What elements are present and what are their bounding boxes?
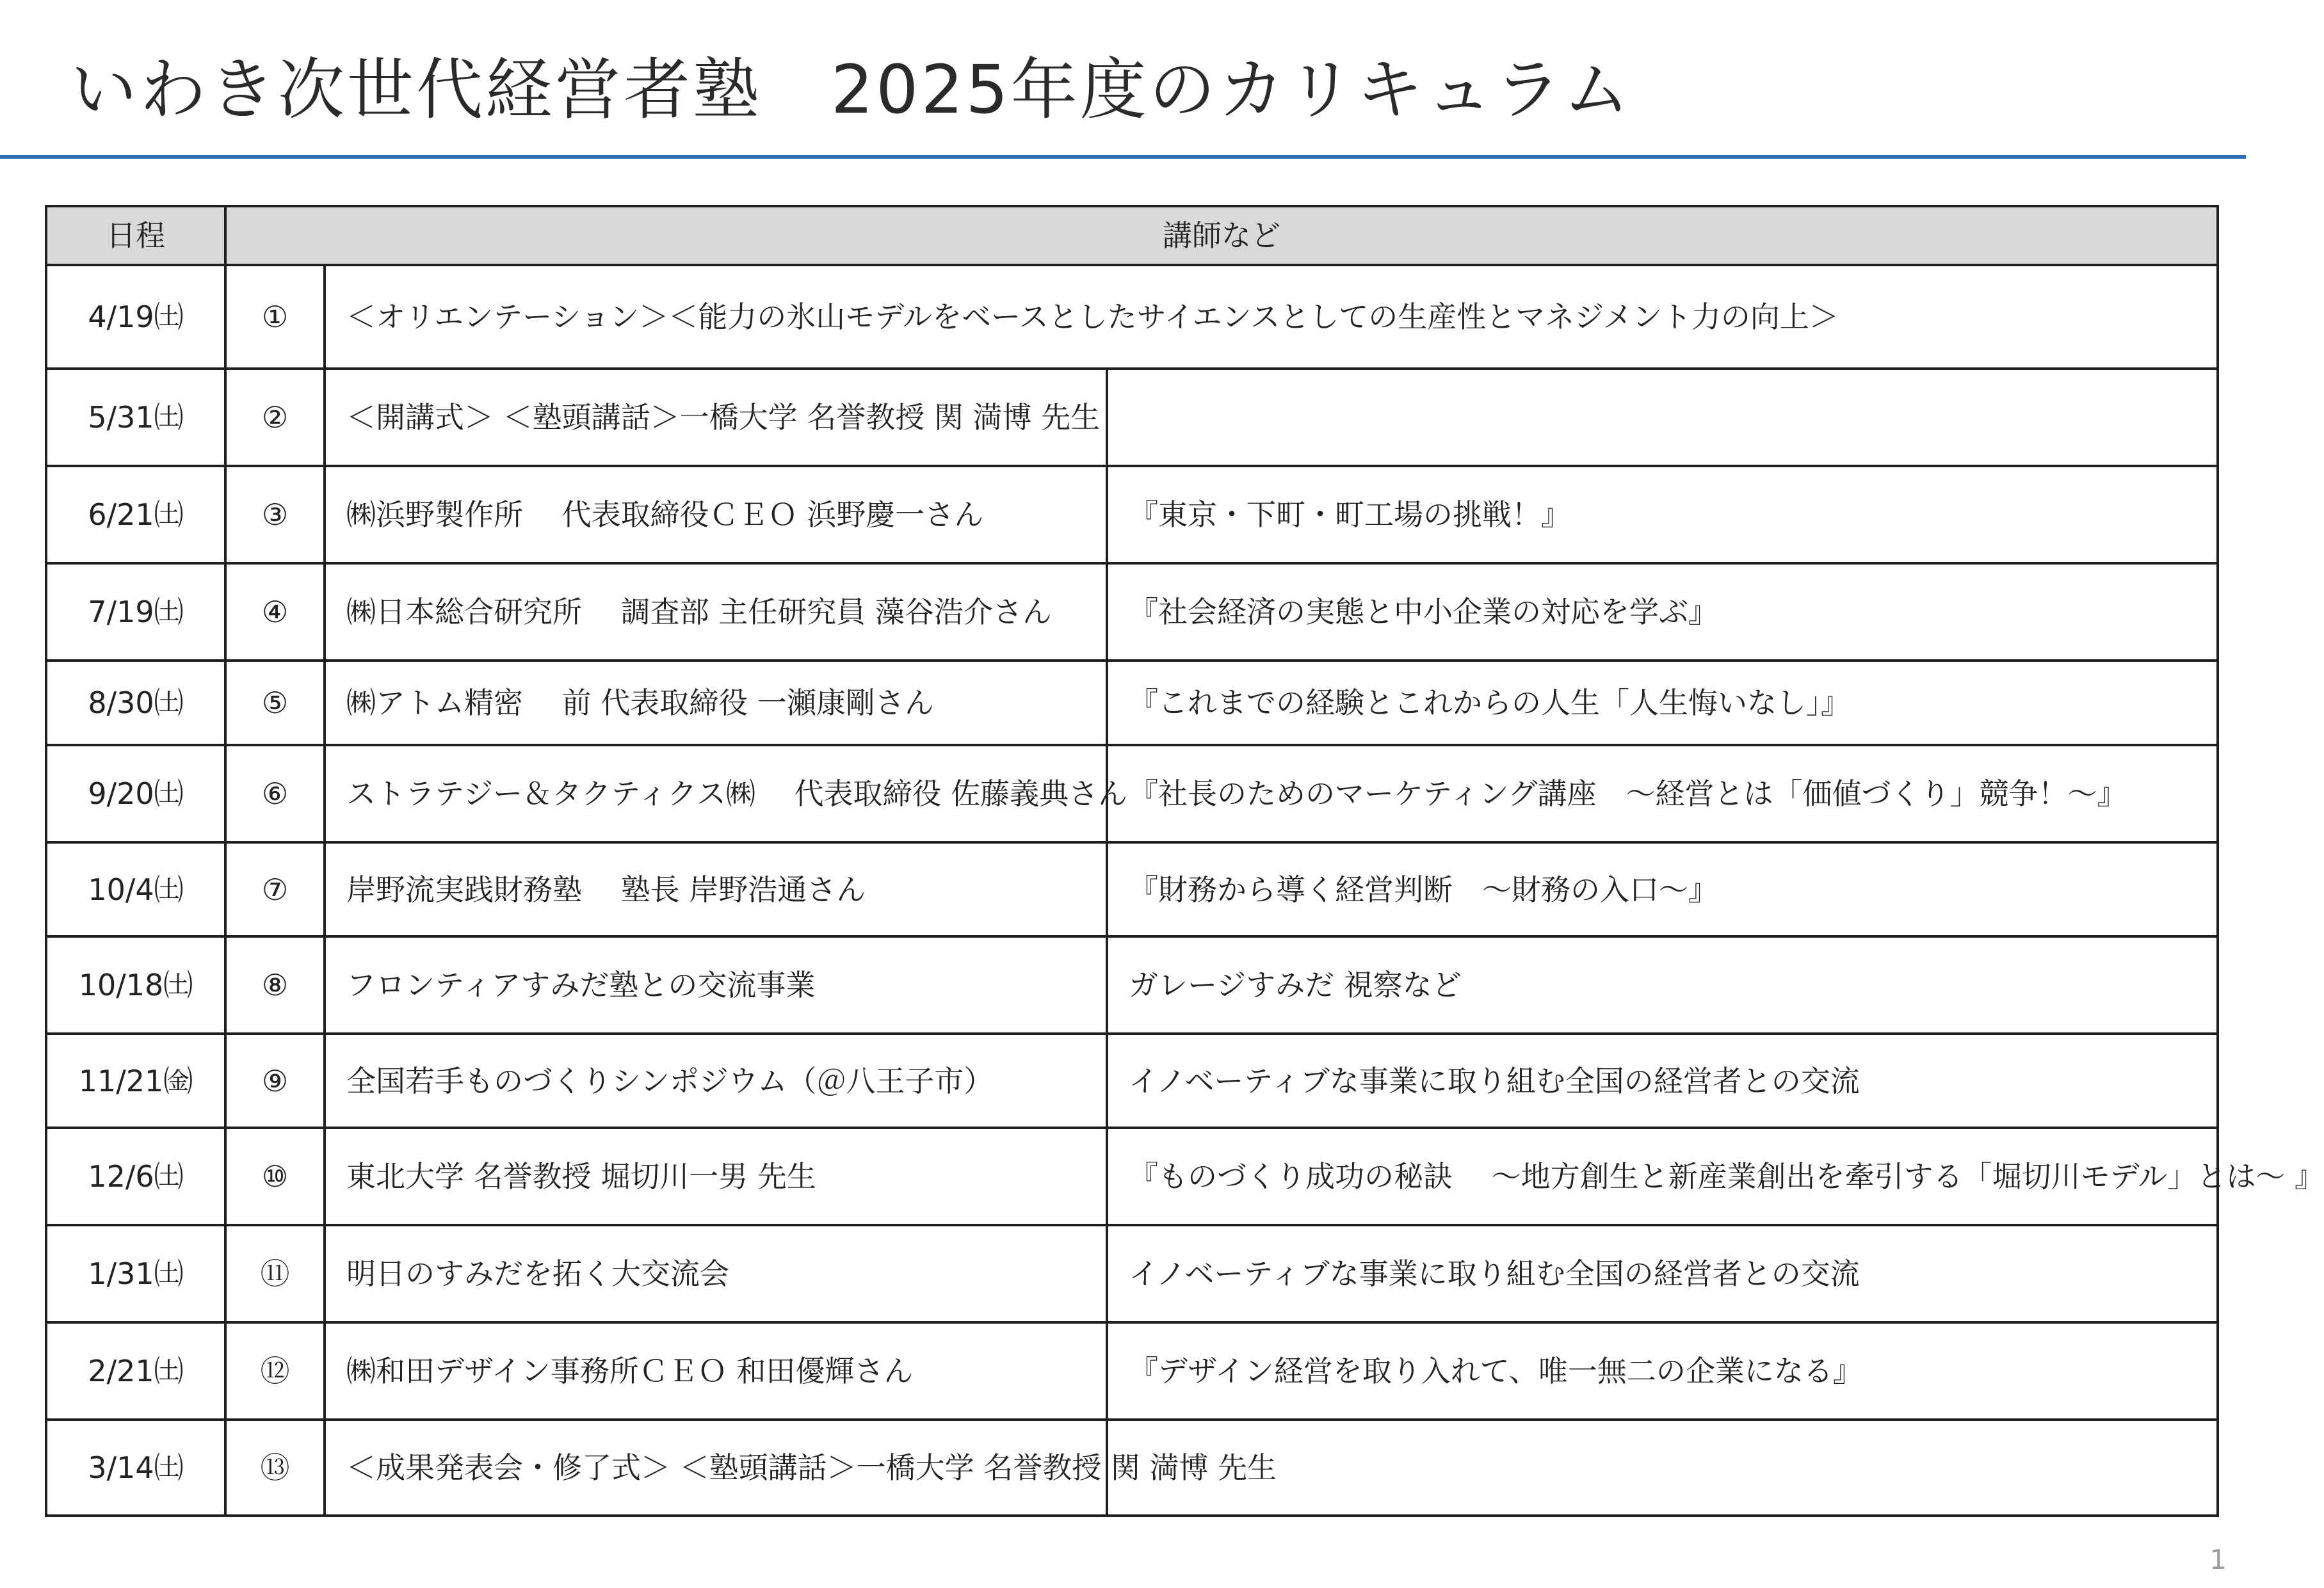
curriculum-table <box>45 205 2324 1517</box>
row-number: ⑤ <box>225 661 325 745</box>
table-row <box>46 1322 2218 1420</box>
row-date: 11/21㈮ <box>46 1034 225 1128</box>
table-header-row <box>46 206 2218 265</box>
row-date: 6/21㈯ <box>46 466 225 563</box>
table-row <box>46 842 2218 936</box>
row-number: ⑬ <box>225 1420 325 1516</box>
row-orientation-text: ＜オリエンテーション＞＜能力の氷山モデルをベースとしたサイエンスとしての生産性とマネジメント力の向上＞ <box>325 265 2218 369</box>
table-row <box>46 369 2218 466</box>
row-date: 10/4㈯ <box>46 842 225 936</box>
row-theme: 『社長のためのマーケティング講座 ～経営とは「価値づくり」競争！～』 <box>1107 745 2218 842</box>
table-row <box>46 661 2218 745</box>
row-date: 4/19㈯ <box>46 265 225 369</box>
table-row <box>46 1225 2218 1322</box>
row-lecturer: ＜開講式＞ ＜塾頭講話＞一橋大学 名誉教授 関 満博 先生 <box>325 369 1107 466</box>
row-date: 10/18㈯ <box>46 936 225 1034</box>
header-date: 日程 <box>46 206 225 265</box>
row-theme: イノベーティブな事業に取り組む全国の経営者との交流 <box>1107 1225 2218 1322</box>
row-number: ⑪ <box>225 1225 325 1322</box>
table-row <box>46 1128 2218 1225</box>
row-lecturer: 全国若手ものづくりシンポジウム（＠八王子市） <box>325 1034 1107 1128</box>
title-divider <box>0 155 2246 159</box>
row-lecturer: ㈱日本総合研究所 調査部 主任研究員 藻谷浩介さん <box>325 563 1107 661</box>
row-date: 1/31㈯ <box>46 1225 225 1322</box>
row-number: ② <box>225 369 325 466</box>
row-theme: 『デザイン経営を取り入れて、唯一無二の企業になる』 <box>1107 1322 2218 1420</box>
row-date: 7/19㈯ <box>46 563 225 661</box>
page-number: 1 <box>2209 1544 2227 1575</box>
table-row <box>46 936 2218 1034</box>
row-lecturer: フロンティアすみだ塾との交流事業 <box>325 936 1107 1034</box>
row-theme: 『これまでの経験とこれからの人生「人生悔いなし」』 <box>1107 661 2218 745</box>
table-row <box>46 466 2218 563</box>
row-lecturer: 岸野流実践財務塾 塾長 岸野浩通さん <box>325 842 1107 936</box>
row-date: 9/20㈯ <box>46 745 225 842</box>
table-row <box>46 745 2218 842</box>
row-date: 2/21㈯ <box>46 1322 225 1420</box>
row-lecturer: ㈱アトム精密 前 代表取締役 一瀬康剛さん <box>325 661 1107 745</box>
row-lecturer: 東北大学 名誉教授 堀切川一男 先生 <box>325 1128 1107 1225</box>
row-lecturer: ㈱和田デザイン事務所ＣＥＯ 和田優輝さん <box>325 1322 1107 1420</box>
row-date: 5/31㈯ <box>46 369 225 466</box>
row-theme: 『ものづくり成功の秘訣 ～地方創生と新産業創出を牽引する「堀切川モデル」とは～ 』 <box>1107 1128 2218 1225</box>
row-theme: ガレージすみだ 視察など <box>1107 936 2218 1034</box>
row-lecturer: 明日のすみだを拓く大交流会 <box>325 1225 1107 1322</box>
page-title: いわき次世代経営者塾 2025年度のカリキュラム <box>70 51 1633 129</box>
row-number: ③ <box>225 466 325 563</box>
row-theme <box>1107 369 2218 466</box>
row-number: ⑩ <box>225 1128 325 1225</box>
row-lecturer: ＜成果発表会・修了式＞ ＜塾頭講話＞一橋大学 名誉教授 関 満博 先生 <box>325 1420 1107 1516</box>
row-date: 3/14㈯ <box>46 1420 225 1516</box>
row-number: ④ <box>225 563 325 661</box>
row-theme: イノベーティブな事業に取り組む全国の経営者との交流 <box>1107 1034 2218 1128</box>
table-row <box>46 1420 2218 1516</box>
row-number: ⑨ <box>225 1034 325 1128</box>
row-theme: 『東京・下町・町工場の挑戦！』 <box>1107 466 2218 563</box>
row-number: ⑦ <box>225 842 325 936</box>
row-lecturer: ㈱浜野製作所 代表取締役ＣＥＯ 浜野慶一さん <box>325 466 1107 563</box>
row-number: ① <box>225 265 325 369</box>
header-lecturer: 講師など <box>225 206 2218 265</box>
row-number: ⑫ <box>225 1322 325 1420</box>
table-row <box>46 1034 2218 1128</box>
row-date: 12/6㈯ <box>46 1128 225 1225</box>
table-row <box>46 265 2218 369</box>
row-theme: 『財務から導く経営判断 ～財務の入口～』 <box>1107 842 2218 936</box>
row-number: ⑧ <box>225 936 325 1034</box>
row-theme: 『社会経済の実態と中小企業の対応を学ぶ』 <box>1107 563 2218 661</box>
row-lecturer: ストラテジー＆タクティクス㈱ 代表取締役 佐藤義典さん <box>325 745 1107 842</box>
row-number: ⑥ <box>225 745 325 842</box>
table-row <box>46 563 2218 661</box>
row-date: 8/30㈯ <box>46 661 225 745</box>
